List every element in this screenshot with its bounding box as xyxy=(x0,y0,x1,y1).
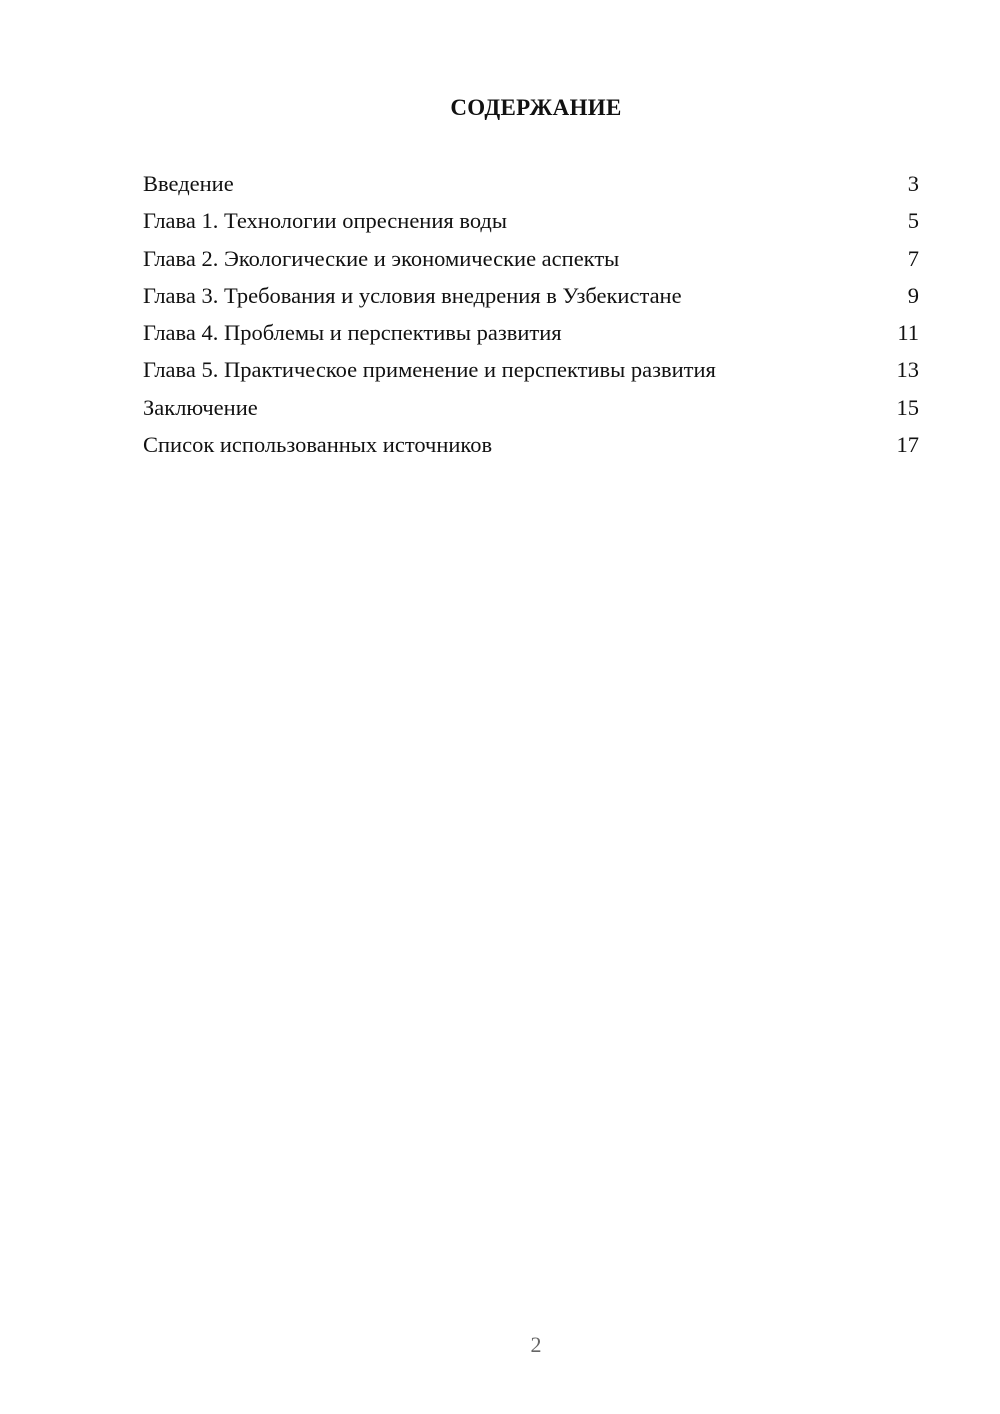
toc-entry-title: Глава 3. Требования и условия внедрения в Узбекистане xyxy=(143,282,682,308)
toc-entry-chapter-1[interactable] xyxy=(143,206,919,243)
toc-entry-title: Глава 4. Проблемы и перспективы развития xyxy=(143,320,562,346)
toc-entry-page: 3 xyxy=(907,171,919,196)
toc-entry-page: 5 xyxy=(907,208,919,234)
toc-entry-title: Список использованных источников xyxy=(143,432,493,458)
table-of-contents xyxy=(143,169,919,467)
toc-entry-conclusion[interactable] xyxy=(143,393,919,430)
toc-entry-chapter-4[interactable] xyxy=(143,318,919,355)
toc-entry-title: Глава 1. Технологии опреснения воды xyxy=(143,208,507,234)
page-number: 2 xyxy=(530,1332,542,1357)
toc-entry-title: Введение xyxy=(143,171,234,196)
toc-entry-references[interactable] xyxy=(143,430,919,467)
toc-entry-chapter-2[interactable] xyxy=(143,244,919,281)
toc-entry-page: 7 xyxy=(907,245,919,271)
toc-entry-title: Глава 5. Практическое применение и перспективы развития xyxy=(143,357,716,383)
toc-entry-chapter-3[interactable] xyxy=(143,281,919,318)
toc-entry-page: 9 xyxy=(907,282,919,308)
toc-entry-chapter-5[interactable] xyxy=(143,355,919,392)
toc-entry-page: 11 xyxy=(897,320,919,346)
toc-entry-title: Заключение xyxy=(143,394,258,420)
toc-entry-introduction[interactable] xyxy=(143,169,919,206)
toc-entry-title: Глава 2. Экологические и экономические аспекты xyxy=(143,245,620,271)
toc-entry-page: 13 xyxy=(896,357,919,383)
toc-heading: СОДЕРЖАНИЕ xyxy=(450,95,622,120)
toc-entry-page: 17 xyxy=(896,432,919,458)
toc-entry-page: 15 xyxy=(896,394,919,420)
